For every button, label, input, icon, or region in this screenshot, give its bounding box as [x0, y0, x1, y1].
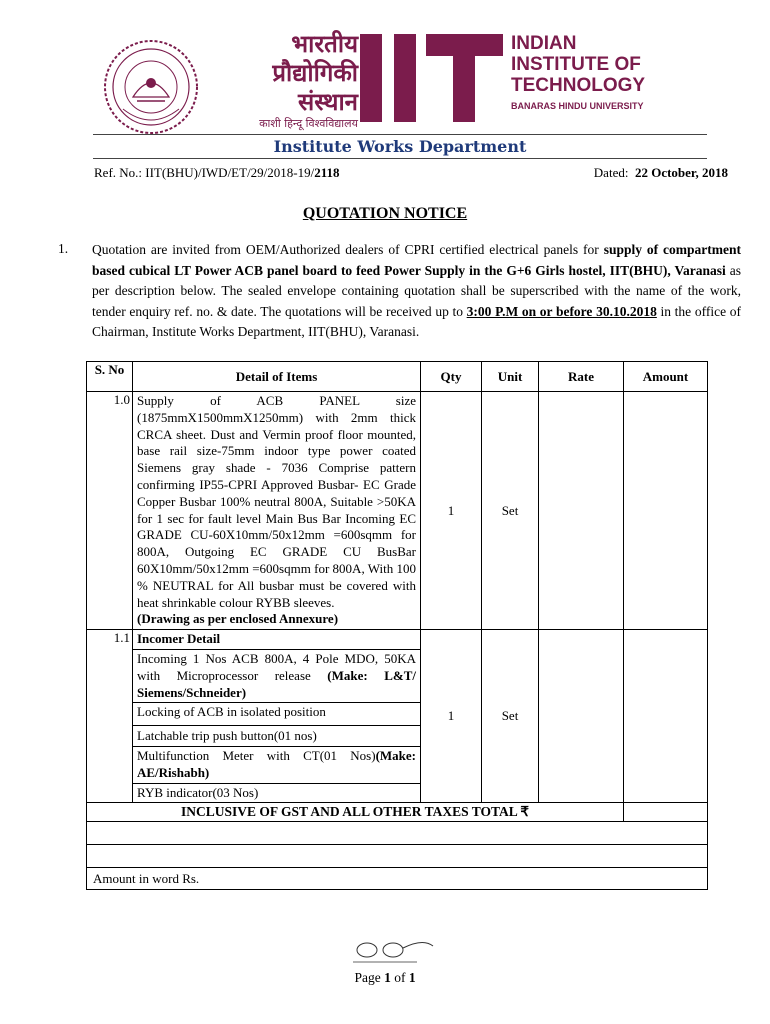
total-amount[interactable]	[624, 803, 708, 822]
institute-seal-logo	[103, 39, 199, 135]
english-university-name: BANARAS HINDU UNIVERSITY	[511, 101, 644, 111]
row2-rate[interactable]	[539, 630, 624, 803]
iit-logo-mark	[360, 34, 503, 122]
row2-item4-text: Multifunction Meter with CT(01 Nos)	[137, 747, 376, 763]
row1-qty: 1	[421, 392, 482, 630]
header-amount: Amount	[624, 362, 708, 392]
notice-paragraph	[92, 240, 741, 343]
para-deadline: 3:00 P.M on or before 30.10.2018	[466, 303, 657, 319]
reference-number	[94, 165, 340, 181]
notice-title: QUOTATION NOTICE	[302, 205, 468, 222]
ref-label: Ref. No.: IIT(BHU)/IWD/ET/29/2018-19/	[94, 165, 315, 180]
english-line-2: INSTITUTE OF	[511, 54, 641, 75]
blank-row	[87, 822, 708, 845]
footer-emblem-logo	[333, 938, 437, 968]
header-rule-top	[93, 134, 707, 135]
blank-row	[87, 845, 708, 868]
row1-rate[interactable]	[539, 392, 624, 630]
para-text-3: in the office of Chairman, Institute Works Department, IIT(BHU), Varanasi.	[92, 303, 741, 340]
quotation-table	[86, 361, 708, 890]
row2-item4-make: (Make: AE/Rishabh)	[137, 747, 416, 780]
header-rate: Rate	[539, 362, 624, 392]
row2-unit: Set	[482, 630, 539, 803]
date-line	[594, 165, 728, 181]
row2-item	[133, 650, 420, 703]
page-number	[0, 970, 770, 986]
total-label: INCLUSIVE OF GST AND ALL OTHER TAXES TOTAL ₹	[87, 803, 624, 822]
page-mid: of	[390, 970, 409, 985]
paragraph-number: 1.	[58, 241, 69, 256]
row1-detail	[133, 392, 421, 630]
row1-sno: 1.0	[87, 392, 133, 630]
header-qty: Qty	[421, 362, 482, 392]
header-sno: S. No	[87, 362, 133, 392]
page-current: 1	[384, 970, 391, 985]
row2-qty: 1	[421, 630, 482, 803]
page-total: 1	[408, 970, 416, 985]
header-rule-bottom	[93, 158, 707, 159]
row2-amount[interactable]	[624, 630, 708, 803]
header-unit: Unit	[482, 362, 539, 392]
para-text-1: Quotation are invited from OEM/Authorized dealers of CPRI certified electrical panels for	[92, 242, 604, 257]
hindi-line-2: प्रौद्योगिकी	[272, 59, 358, 87]
page-prefix: Page	[354, 970, 385, 985]
dated-label: Dated:	[593, 165, 629, 180]
english-institute-name	[511, 33, 645, 112]
row2-item1-make: (Make: L&T/ Siemens/Schneider)	[137, 667, 416, 700]
english-line-3: TECHNOLOGY	[511, 75, 646, 96]
ref-number: 2118	[314, 165, 340, 180]
hindi-line-3: संस्थान	[298, 88, 358, 116]
row2-title: Incomer Detail	[133, 630, 420, 650]
row2-detail	[133, 630, 421, 803]
table-row	[87, 630, 708, 803]
row2-item1-text: Incoming 1 Nos ACB 800A, 4 Pole MDO, 50KA with Microprocessor release	[137, 650, 416, 683]
blank-cell	[87, 822, 708, 845]
row1-detail-annexure: (Drawing as per enclosed Annexure)	[137, 611, 339, 627]
hindi-university-name: काशी हिन्दू विश्वविद्यालय	[259, 117, 358, 130]
row1-unit: Set	[482, 392, 539, 630]
row2-item: Locking of ACB in isolated position	[133, 703, 420, 726]
table-header-row	[87, 362, 708, 392]
department-title: Institute Works Department	[273, 137, 527, 156]
table-row	[87, 392, 708, 630]
english-line-1: INDIAN	[511, 33, 577, 54]
row1-amount[interactable]	[624, 392, 708, 630]
row1-detail-text: Supply of ACB PANEL size (1875mmX1500mmX1250mm) with 2mm thick CRCA sheet. Dust and Vermin proof floor mounted, base rail size-75mm indoor type power coated Siemens gray shade - 7036 Comprise pattern confirming IP55-CPRI Approved Busbar- EC Grade Copper Busbar 100% neutral 800A, Suitable >50KA for 1 sec for fault level Main Bus Bar Incoming EC GRADE CU-60X10mm/50x12mm =600sqmm for 800A, Outgoing EC GRADE CU BusBar 60X10mm/50x12mm =600sqmm for 800A, With 100 % NEUTRAL for All busbar must be covered with heat shrinkable colour RYBB sleeves.	[137, 393, 416, 610]
total-row	[87, 803, 708, 822]
hindi-line-1: भारतीय	[291, 30, 358, 58]
hindi-institute-name	[228, 30, 358, 131]
blank-cell	[87, 845, 708, 868]
para-work-name: supply of compartment based cubical LT Power ACB panel board to feed Power Supply in the G+6 Girls hostel, IIT(BHU), Varanasi	[92, 242, 741, 278]
para-text-2: as per description below. The sealed envelope containing quotation shall be superscribed with the name of the work, tender enquiry ref. no. & date. The quotations will be received up to	[92, 262, 741, 319]
amount-in-words: Amount in word Rs.	[87, 868, 708, 890]
row2-item: RYB indicator(03 Nos)	[137, 784, 259, 800]
dated-value: 22 October, 2018	[634, 165, 728, 180]
amount-words-row	[87, 868, 708, 890]
row2-item	[133, 747, 420, 784]
row2-sno: 1.1	[87, 630, 133, 803]
row2-item: Latchable trip push button(01 nos)	[133, 726, 420, 747]
header-detail: Detail of Items	[133, 362, 421, 392]
